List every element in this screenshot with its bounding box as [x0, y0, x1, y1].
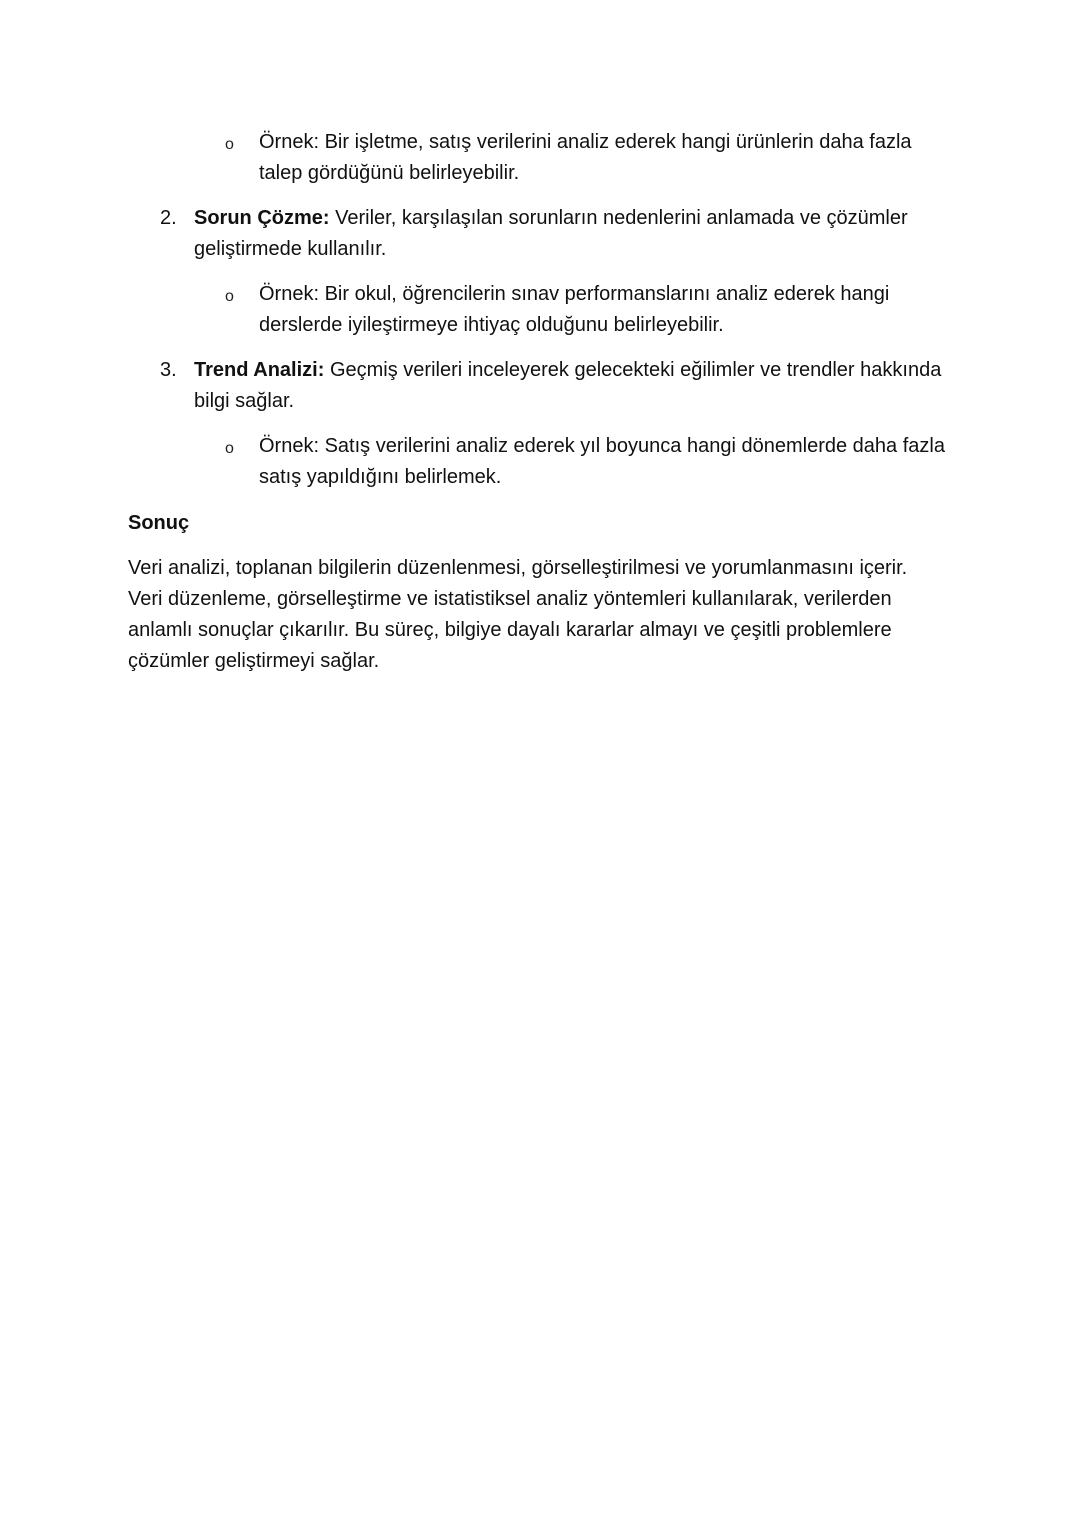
list-item-sorun-cozme — [160, 203, 954, 265]
example-text: Örnek: Bir işletme, satış verilerini analiz ederek hangi ürünlerin daha fazla talep gördüğünü belirleyebilir. — [259, 131, 912, 184]
list-text: Geçmiş verileri inceleyerek gelecekteki eğilimler ve trendler hakkında bilgi sağlar. — [194, 359, 942, 412]
list-number: 2. — [160, 207, 177, 229]
example-text: Örnek: Satış verilerini analiz ederek yıl boyunca hangi dönemlerde daha fazla satış yapıldığını belirlemek. — [259, 435, 945, 488]
circle-bullet-icon: o — [225, 440, 234, 457]
example-text: Örnek: Bir okul, öğrencilerin sınav performanslarını analiz ederek hangi derslerde iyileştirmeye ihtiyaç olduğunu belirleyebilir. — [259, 283, 890, 336]
circle-bullet-icon: o — [225, 288, 234, 305]
list-item-trend-analizi — [160, 355, 954, 417]
conclusion-paragraph: Veri analizi, toplanan bilgilerin düzenlenmesi, görselleştirilmesi ve yorumlanmasını içerir. Veri düzenleme, görselleştirme ve istatistiksel analiz yöntemleri kullanılarak, verilerden anlamlı sonuçlar çıkarılır. Bu süreç, bilgiye dayalı kararlar almayı ve çeşitli problemlere çözümler geliştirmeyi sağlar. — [128, 557, 908, 672]
list-number: 3. — [160, 359, 177, 381]
list-term: Trend Analizi: — [194, 359, 325, 381]
example-item-1 — [225, 127, 959, 189]
list-text: Veriler, karşılaşılan sorunların nedenlerini anlamada ve çözümler geliştirmede kullanılır. — [194, 207, 908, 260]
circle-bullet-icon: o — [225, 136, 234, 153]
section-heading-sonuc: Sonuç — [128, 512, 190, 534]
list-term: Sorun Çözme: — [194, 207, 330, 229]
example-item-3 — [225, 431, 959, 493]
example-item-2 — [225, 279, 959, 341]
